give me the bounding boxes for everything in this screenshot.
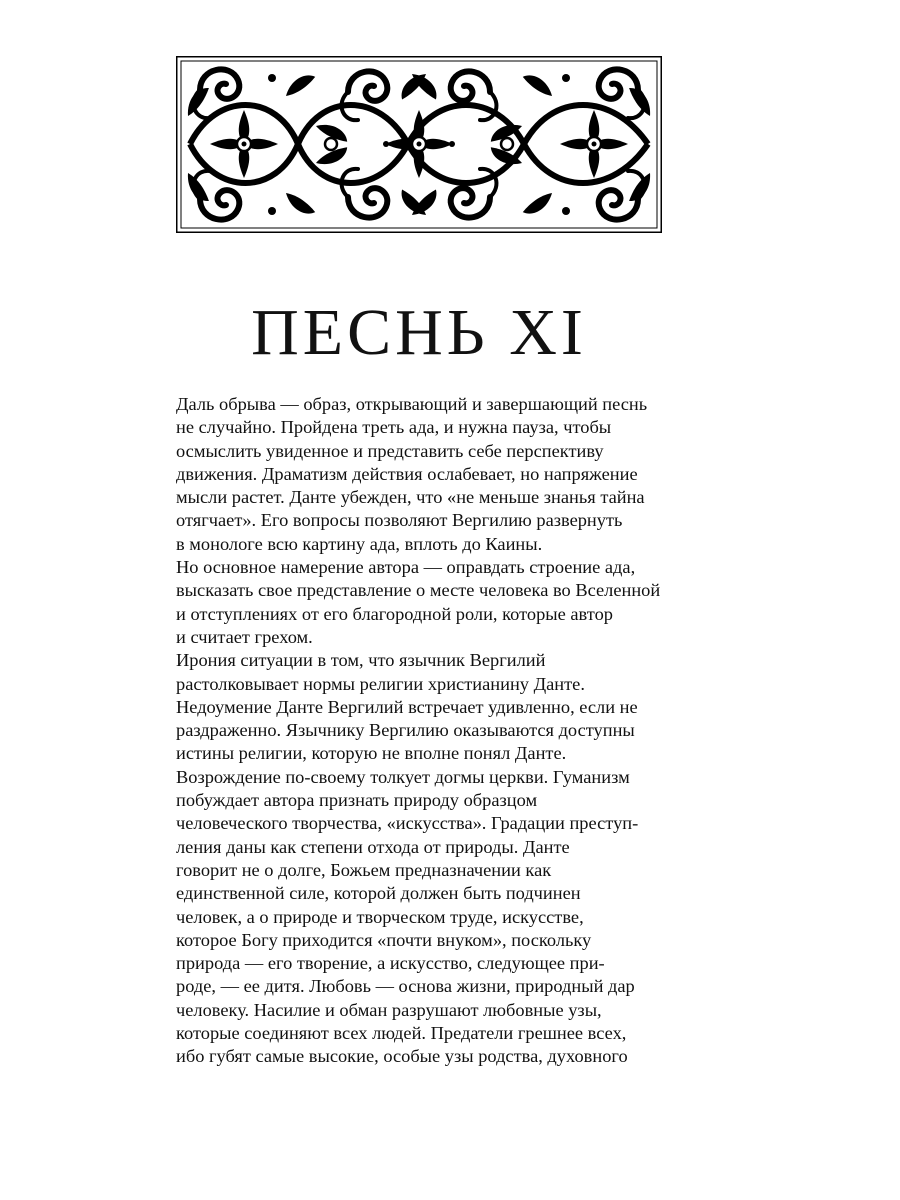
text-line: человеку. Насилие и обман разрушают любовные узы, xyxy=(176,999,602,1020)
text-line: движения. Драматизм действия ослабевает, но напряжение xyxy=(176,463,638,484)
text-line: и отступлениях от его благородной роли, которые автор xyxy=(176,603,613,624)
text-line: говорит не о долге, Божьем предназначении как xyxy=(176,859,552,880)
text-line: осмыслить увиденное и представить себе перспективу xyxy=(176,440,604,461)
text-line: роде, — ее дитя. Любовь — основа жизни, природный дар xyxy=(176,976,635,997)
text-line: истины религии, которую не вполне понял Данте. xyxy=(176,743,567,764)
text-line: единственной силе, которой должен быть подчинен xyxy=(176,883,581,904)
text-line: и считает грехом. xyxy=(176,626,313,647)
text-line: побуждает автора признать природу образцом xyxy=(176,790,538,811)
text-line: Недоумение Данте Вергилий встречает удивленно, если не xyxy=(176,696,638,717)
text-line: мысли растет. Данте убежден, что «не меньше знанья тайна xyxy=(176,487,645,508)
text-line: раздраженно. Язычнику Вергилию оказываются доступны xyxy=(176,720,635,741)
text-line: ибо губят самые высокие, особые узы родства, духовного xyxy=(176,1046,628,1067)
text-line: не случайно. Пройдена треть ада, и нужна пауза, чтобы xyxy=(176,417,612,438)
text-line: человеческого творчества, «искусства». Градации преступ- xyxy=(176,813,639,834)
text-line: высказать свое представление о месте человека во Вселенной xyxy=(176,580,661,601)
text-line: Возрождение по-своему толкует догмы церкви. Гуманизм xyxy=(176,766,630,787)
decorative-ornament-icon xyxy=(176,56,662,233)
text-line: которое Богу приходится «почти внуком», поскольку xyxy=(176,929,592,950)
text-line: растолковывает нормы религии христианину Данте. xyxy=(176,673,585,694)
text-line: Но основное намерение автора — оправдать строение ада, xyxy=(176,557,636,578)
text-line: Даль обрыва — образ, открывающий и завершающий песнь xyxy=(176,394,648,414)
text-line: которые соединяют всех людей. Предатели грешнее всех, xyxy=(176,1023,627,1044)
text-line: Ирония ситуации в том, что язычник Вергилий xyxy=(176,650,546,671)
text-line: природа — его творение, а искусство, следующее при- xyxy=(176,953,605,974)
text-line: в монологе всю картину ада, вплоть до Каины. xyxy=(176,533,543,554)
page-title: ПЕСНЬ XI xyxy=(251,296,587,369)
body-text xyxy=(176,393,666,1069)
text-line: человек, а о природе и творческом труде, искусстве, xyxy=(176,906,584,927)
text-line: ления даны как степени отхода от природы. Данте xyxy=(176,836,570,857)
text-line: отягчает». Его вопросы позволяют Вергилию развернуть xyxy=(176,510,623,531)
